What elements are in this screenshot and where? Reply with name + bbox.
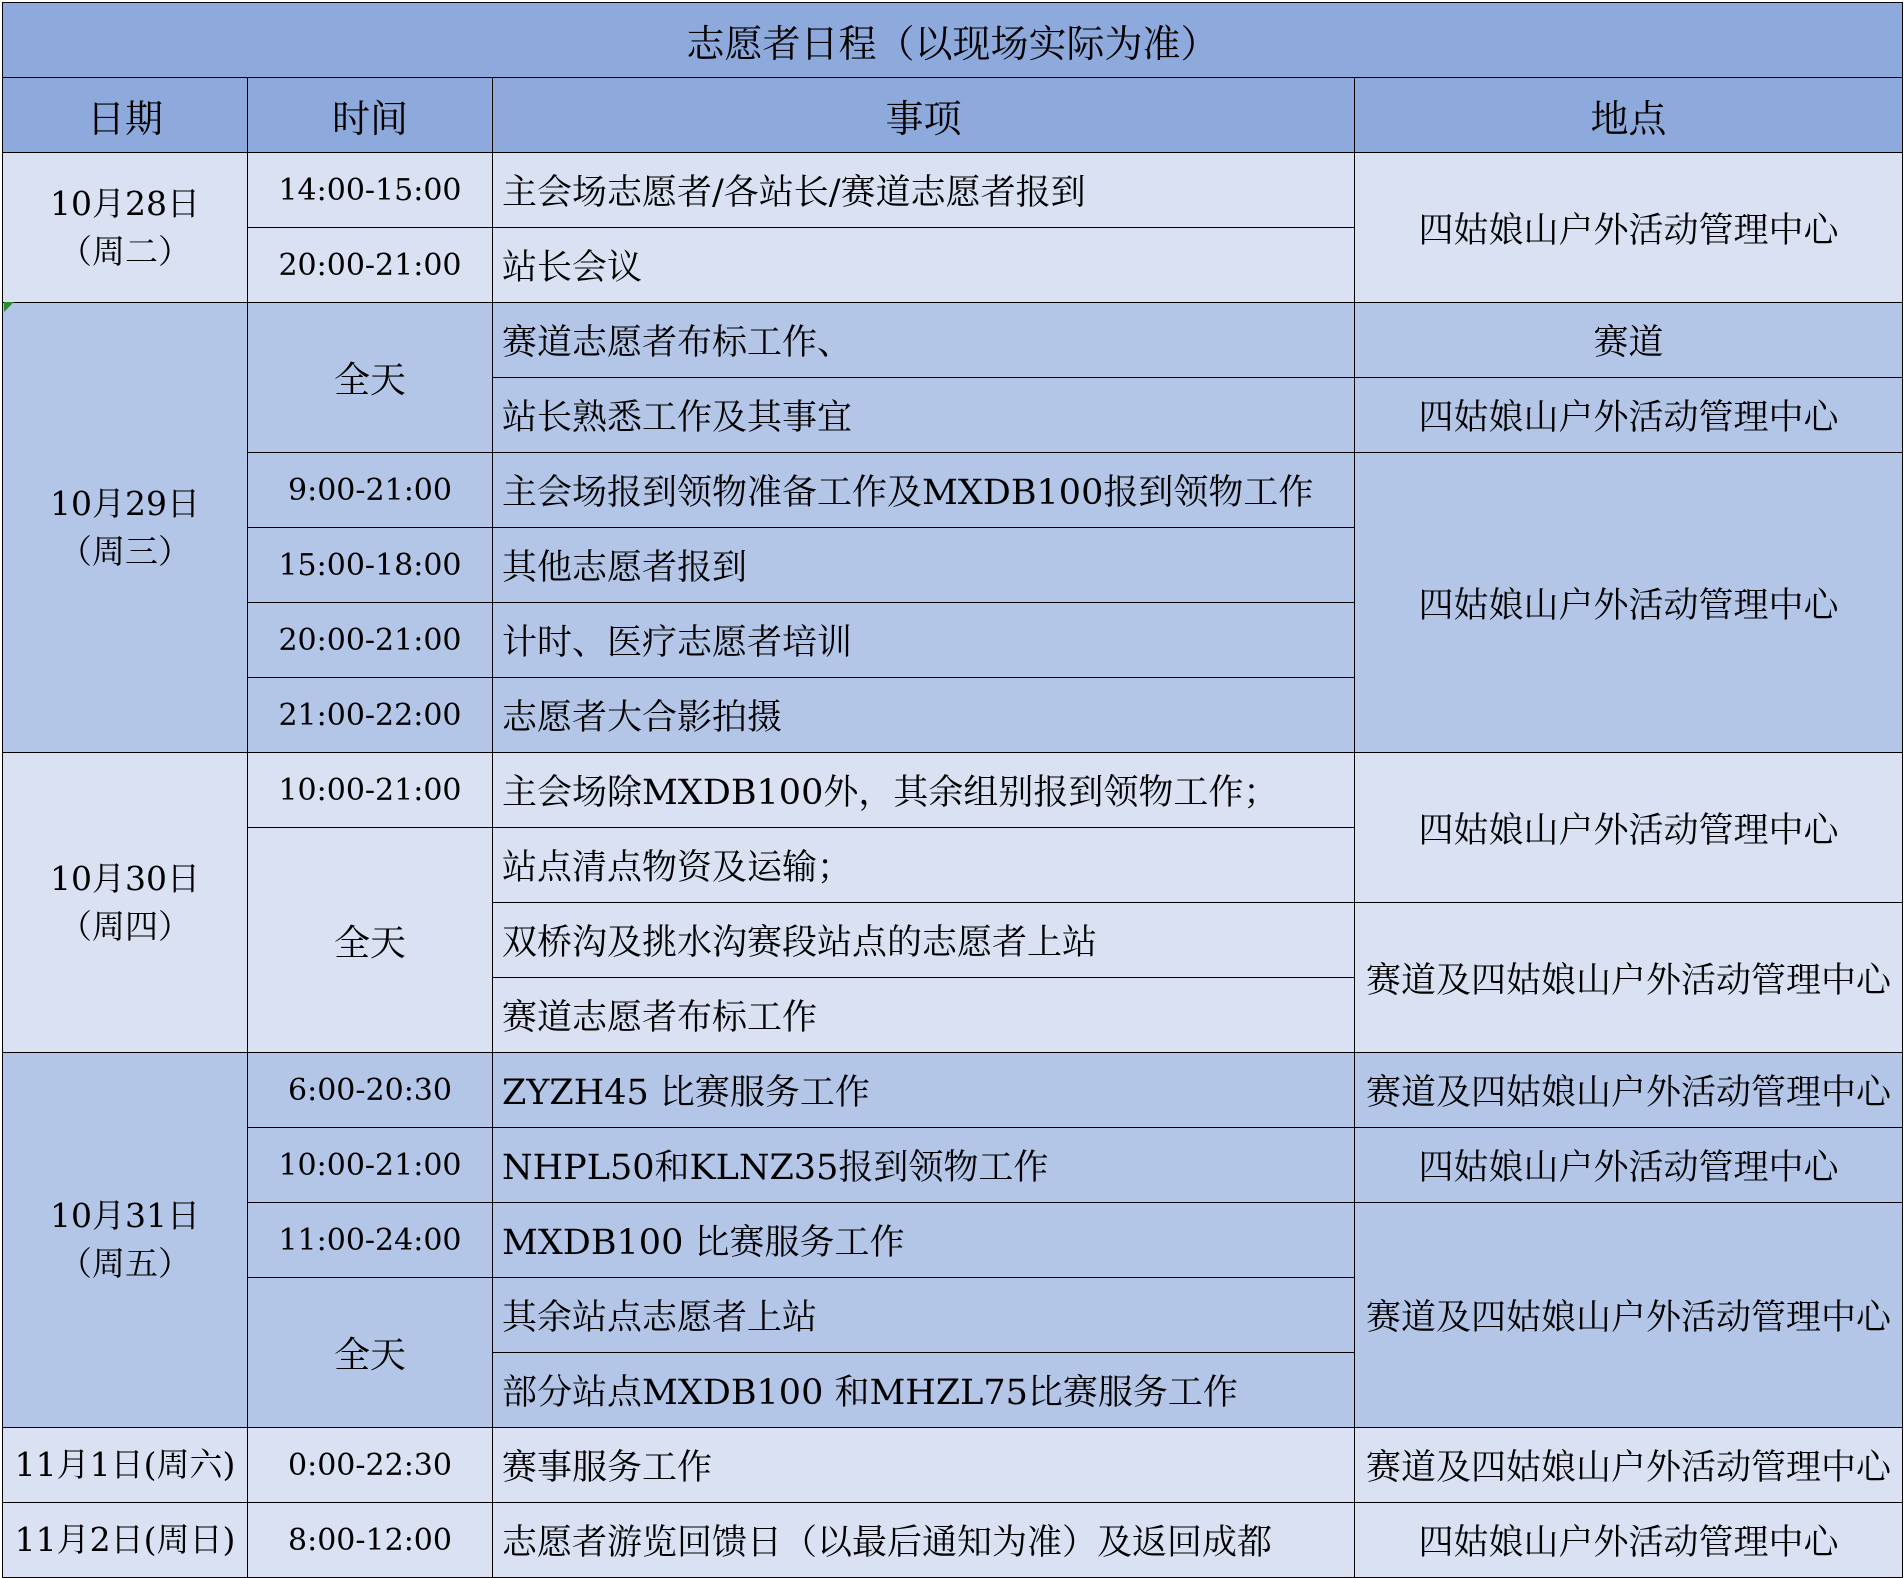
- date-cell: [3, 153, 248, 303]
- time-cell: 10:00-21:00: [248, 753, 493, 828]
- date-label: 10月31日: [50, 1196, 200, 1236]
- date-cell: 11月1日(周六): [3, 1428, 248, 1503]
- event-cell: 志愿者游览回馈日（以最后通知为准）及返回成都: [493, 1503, 1355, 1578]
- date-cell: 11月2日(周日): [3, 1503, 248, 1578]
- time-cell: 9:00-21:00: [248, 453, 493, 528]
- event-cell: ZYZH45 比赛服务工作: [493, 1053, 1355, 1128]
- weekday-label: （周五）: [59, 1244, 191, 1283]
- location-cell: 赛道及四姑娘山户外活动管理中心: [1355, 1053, 1903, 1128]
- weekday-label: （周三）: [59, 531, 191, 571]
- time-cell: 全天: [248, 303, 493, 453]
- date-label: 10月28日: [50, 183, 200, 223]
- location-cell: 四姑娘山户外活动管理中心: [1355, 153, 1903, 303]
- date-cell: [3, 303, 248, 753]
- event-cell: 其他志愿者报到: [493, 528, 1355, 603]
- date-label: 10月30日: [50, 858, 200, 898]
- location-cell: 四姑娘山户外活动管理中心: [1355, 753, 1903, 903]
- location-cell: 四姑娘山户外活动管理中心: [1355, 378, 1903, 453]
- time-cell: 10:00-21:00: [248, 1128, 493, 1203]
- time-cell: 11:00-24:00: [248, 1203, 493, 1278]
- event-cell: 赛道志愿者布标工作、: [493, 303, 1355, 378]
- time-cell: 20:00-21:00: [248, 603, 493, 678]
- date-cell: [3, 753, 248, 1053]
- location-cell: 赛道及四姑娘山户外活动管理中心: [1355, 1203, 1903, 1428]
- event-cell: 双桥沟及挑水沟赛段站点的志愿者上站: [493, 903, 1355, 978]
- time-cell: 8:00-12:00: [248, 1503, 493, 1578]
- location-cell: 赛道及四姑娘山户外活动管理中心: [1355, 1428, 1903, 1503]
- schedule-table: [2, 2, 1903, 1578]
- event-cell: NHPL50和KLNZ35报到领物工作: [493, 1128, 1355, 1203]
- table-row: [3, 1128, 1903, 1203]
- header-date: 日期: [3, 78, 248, 153]
- header-time: 时间: [248, 78, 493, 153]
- event-cell: 主会场报到领物准备工作及MXDB100报到领物工作: [493, 453, 1355, 528]
- weekday-label: （周二）: [59, 231, 191, 271]
- event-cell: 赛事服务工作: [493, 1428, 1355, 1503]
- time-cell: 20:00-21:00: [248, 228, 493, 303]
- header-event: 事项: [493, 78, 1355, 153]
- event-cell: 赛道志愿者布标工作: [493, 978, 1355, 1053]
- table-row: [3, 1428, 1903, 1503]
- event-cell: 站长熟悉工作及其事宜: [493, 378, 1355, 453]
- event-cell: 部分站点MXDB100 和MHZL75比赛服务工作: [493, 1353, 1355, 1428]
- table-row: [3, 453, 1903, 528]
- location-cell: 四姑娘山户外活动管理中心: [1355, 453, 1903, 753]
- time-cell: 全天: [248, 828, 493, 1053]
- event-cell: 计时、医疗志愿者培训: [493, 603, 1355, 678]
- time-cell: 全天: [248, 1278, 493, 1428]
- table-row: [3, 1203, 1903, 1278]
- title-row: [3, 3, 1903, 78]
- weekday-label: （周四）: [59, 906, 191, 946]
- location-cell: 赛道: [1355, 303, 1903, 378]
- event-cell: 主会场志愿者/各站长/赛道志愿者报到: [493, 153, 1355, 228]
- time-cell: 15:00-18:00: [248, 528, 493, 603]
- location-cell: 赛道及四姑娘山户外活动管理中心: [1355, 903, 1903, 1053]
- table-title: 志愿者日程（以现场实际为准）: [3, 3, 1903, 78]
- event-cell: 志愿者大合影拍摄: [493, 678, 1355, 753]
- time-cell: 14:00-15:00: [248, 153, 493, 228]
- event-cell: 站点清点物资及运输；: [493, 828, 1355, 903]
- time-cell: 21:00-22:00: [248, 678, 493, 753]
- event-cell: MXDB100 比赛服务工作: [493, 1203, 1355, 1278]
- table-row: [3, 1053, 1903, 1128]
- time-cell: 6:00-20:30: [248, 1053, 493, 1128]
- location-cell: 四姑娘山户外活动管理中心: [1355, 1128, 1903, 1203]
- table-row: [3, 153, 1903, 228]
- table-row: [3, 753, 1903, 828]
- event-cell: 站长会议: [493, 228, 1355, 303]
- table-row: [3, 1503, 1903, 1578]
- date-label: 10月29日: [50, 483, 200, 523]
- date-cell: [3, 1053, 248, 1428]
- table-row: [3, 303, 1903, 378]
- location-cell: 四姑娘山户外活动管理中心: [1355, 1503, 1903, 1578]
- time-cell: 0:00-22:30: [248, 1428, 493, 1503]
- cell-comment-marker: [4, 302, 14, 312]
- event-cell: 其余站点志愿者上站: [493, 1278, 1355, 1353]
- header-row: [3, 78, 1903, 153]
- header-location: 地点: [1355, 78, 1903, 153]
- event-cell: 主会场除MXDB100外，其余组别报到领物工作；: [493, 753, 1355, 828]
